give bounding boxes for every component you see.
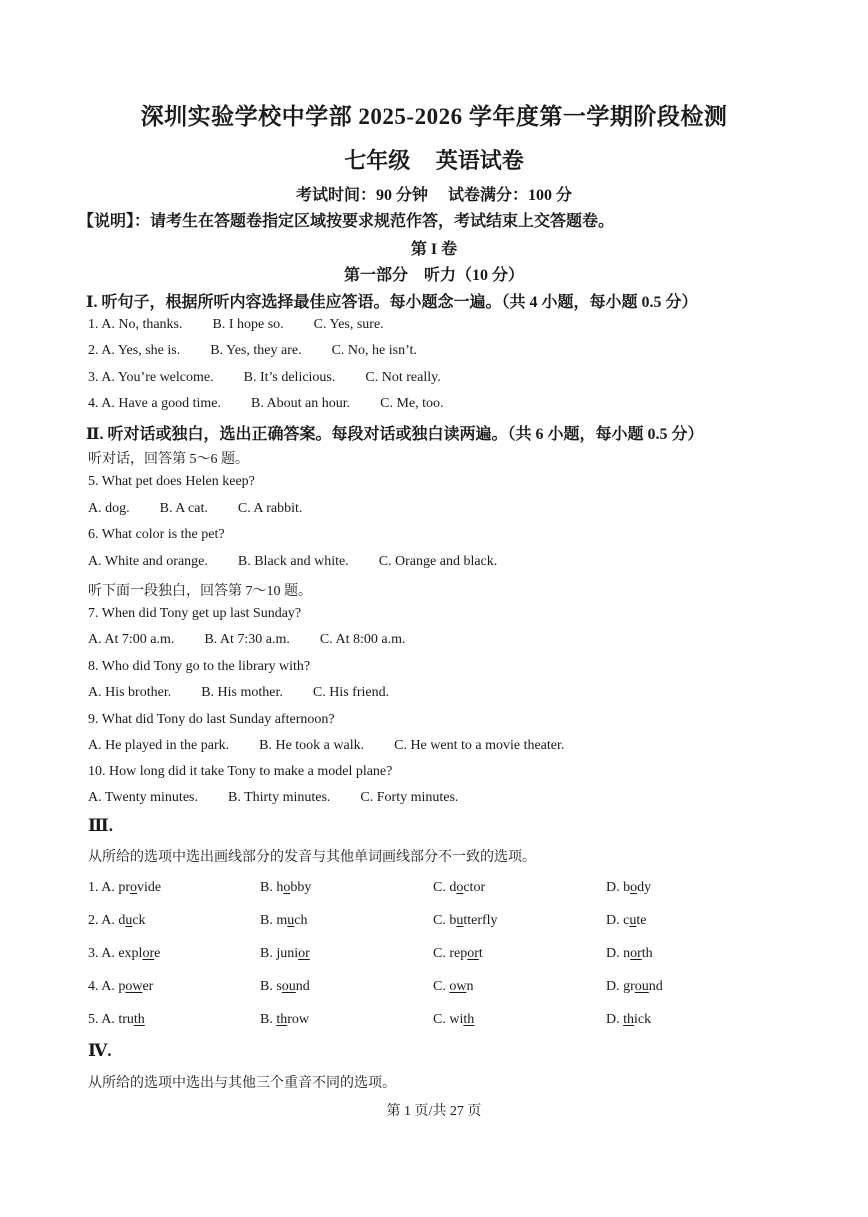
question-5-options xyxy=(88,501,332,517)
option-a: 5. A. truth xyxy=(88,1012,145,1027)
option-b: B. It’s delicious. xyxy=(243,370,336,385)
option-b: B. Yes, they are. xyxy=(210,343,302,358)
option-c: C. No, he isn’t. xyxy=(331,343,417,358)
option-d: D. thick xyxy=(606,1012,652,1027)
part-number: 第一部分 xyxy=(343,267,408,284)
exam-title: 深圳实验学校中学部 2025-2026 学年度第一学期阶段检测 xyxy=(140,104,728,129)
option-c: C. His friend. xyxy=(312,685,390,700)
volume-label: 第 I 卷 xyxy=(410,241,458,258)
option-c: C. doctor xyxy=(433,880,486,895)
option-b: B. Black and white. xyxy=(237,554,349,569)
option-b: B. hobby xyxy=(260,880,312,895)
option-d: D. cute xyxy=(606,913,647,928)
notice: 【说明】：请考生在答题卷指定区域按要求规范作答，考试结束上交答题卷。 xyxy=(78,213,615,230)
exam-subtitle xyxy=(0,144,868,175)
question-8-options xyxy=(88,685,419,701)
option-b: B. About an hour. xyxy=(250,396,351,411)
option-c: C. Yes, sure. xyxy=(313,317,384,332)
section2-intro-2: 听下面一段独白，回答第 7～10 题。 xyxy=(88,584,312,599)
part-label xyxy=(0,262,868,285)
option-a: 4. A. power xyxy=(88,979,154,994)
question-4 xyxy=(88,396,474,412)
option-a: A. White and orange. xyxy=(88,554,208,569)
option-a: 3. A. You’re welcome. xyxy=(88,370,214,385)
section2-heading: Ⅱ. 听对话或独白，选出正确答案。每段对话或独白读两遍。（共 6 小题，每小题 0.5 分） xyxy=(86,426,704,443)
question-2 xyxy=(88,343,447,359)
question-6-options xyxy=(88,554,527,570)
section2-intro-1: 听对话，回答第 5～6 题。 xyxy=(88,452,249,467)
option-b: B. He took a walk. xyxy=(259,738,365,753)
option-b: B. Thirty minutes. xyxy=(227,790,331,805)
section3-instruction: 从所给的选项中选出画线部分的发音与其他单词画线部分不一致的选项。 xyxy=(88,850,536,865)
option-c: C. At 8:00 a.m. xyxy=(319,632,406,647)
exam-info xyxy=(0,182,868,205)
question-10: 10. How long did it take Tony to make a model plane? xyxy=(88,764,393,779)
option-a: 1. A. provide xyxy=(88,880,162,895)
part-name: 听力（10 分） xyxy=(424,267,525,284)
option-c: C. butterfly xyxy=(433,913,498,928)
option-a: 1. A. No, thanks. xyxy=(88,317,183,332)
option-c: C. Orange and black. xyxy=(378,554,498,569)
question-7: 7. When did Tony get up last Sunday? xyxy=(88,606,302,621)
option-c: C. A rabbit. xyxy=(237,501,303,516)
question-9-options xyxy=(88,738,594,754)
exam-time: 考试时间：90 分钟 xyxy=(295,187,428,204)
option-b: B. much xyxy=(260,913,308,928)
exam-score: 试卷满分：100 分 xyxy=(448,187,573,204)
option-b: B. I hope so. xyxy=(212,317,284,332)
option-a: A. At 7:00 a.m. xyxy=(88,632,175,647)
subject-label: 英语试卷 xyxy=(435,148,524,173)
option-a: 2. A. duck xyxy=(88,913,146,928)
option-a: A. dog. xyxy=(88,501,130,516)
grade-label: 七年级 xyxy=(344,148,411,173)
option-b: B. sound xyxy=(260,979,310,994)
question-10-options xyxy=(88,790,488,806)
option-a: 4. A. Have a good time. xyxy=(88,396,221,411)
option-c: C. Me, too. xyxy=(380,396,444,411)
option-c: C. with xyxy=(433,1012,475,1027)
option-b: B. A cat. xyxy=(159,501,208,516)
option-a: A. He played in the park. xyxy=(88,738,230,753)
option-c: C. Forty minutes. xyxy=(360,790,459,805)
option-d: D. body xyxy=(606,880,652,895)
option-a: 3. A. explore xyxy=(88,946,161,961)
section3-heading: Ⅲ. xyxy=(88,816,113,835)
option-c: C. own xyxy=(433,979,474,994)
question-7-options xyxy=(88,632,435,648)
question-1 xyxy=(88,317,414,333)
option-d: D. ground xyxy=(606,979,663,994)
option-b: B. junior xyxy=(260,946,310,961)
question-8: 8. Who did Tony go to the library with? xyxy=(88,659,311,674)
option-d: D. north xyxy=(606,946,653,961)
option-b: B. At 7:30 a.m. xyxy=(204,632,290,647)
section4-instruction: 从所给的选项中选出与其他三个重音不同的选项。 xyxy=(88,1076,396,1091)
question-3 xyxy=(88,370,471,386)
page-footer: 第 1 页/共 27 页 xyxy=(386,1104,482,1119)
option-a: 2. A. Yes, she is. xyxy=(88,343,181,358)
question-9: 9. What did Tony do last Sunday afternoon? xyxy=(88,712,335,727)
option-c: C. He went to a movie theater. xyxy=(394,738,565,753)
option-b: B. His mother. xyxy=(201,685,283,700)
option-c: C. Not really. xyxy=(365,370,441,385)
option-b: B. throw xyxy=(260,1012,310,1027)
section4-heading: Ⅳ. xyxy=(88,1041,112,1060)
option-a: A. His brother. xyxy=(88,685,172,700)
option-c: C. report xyxy=(433,946,483,961)
option-a: A. Twenty minutes. xyxy=(88,790,198,805)
section1-heading: Ⅰ. 听句子，根据所听内容选择最佳应答语。每小题念一遍。（共 4 小题，每小题 0.5 分） xyxy=(86,294,698,311)
question-5: 5. What pet does Helen keep? xyxy=(88,474,255,489)
question-6: 6. What color is the pet? xyxy=(88,527,225,542)
